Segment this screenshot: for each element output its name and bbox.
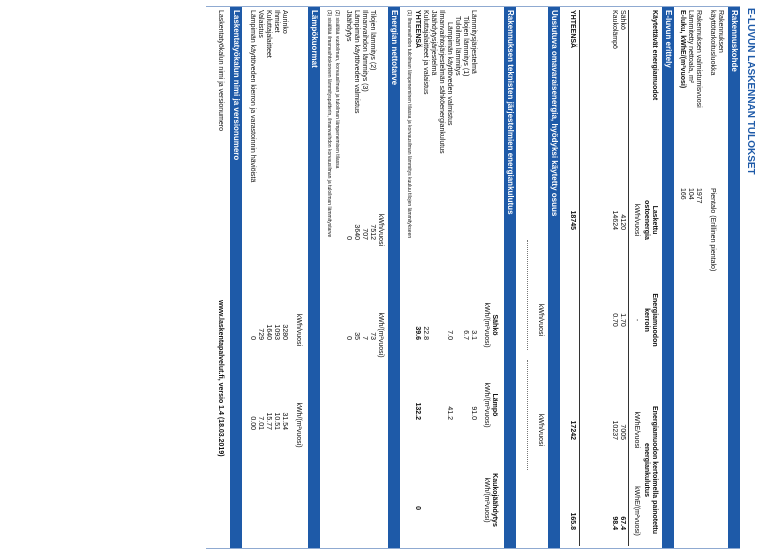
eluku-total-c3b: 165.8 [569, 512, 576, 530]
building-class-label: Rakennuksen käyttötarkoitusluokka [709, 10, 724, 76]
energy-balance-unit1: kWh/vuosi [377, 213, 384, 247]
system-row-label: Jäähdytysjärjestelmä [430, 10, 437, 76]
heat-loads-row-label: Lämpimän käyttöveden kierron ja varastoinnin häviöistä [249, 10, 256, 183]
energy-balance-note3: (3) sisältää ilmanvaihtokoneen lämmityspatterin, ilmanvaihdon korvausilman ja tuloilman lämmitystarve [326, 10, 332, 238]
system-col-kauko: Kaukojäähdytys [491, 473, 498, 527]
eluku-row-kauko-c1: 14624 [611, 210, 618, 230]
section-header-eluku: E-luvun erittely [662, 6, 674, 548]
system-total-kauko: 0 [414, 506, 421, 510]
frame-left-line [206, 6, 740, 7]
system-col-kauko-unit: kWh/(m²vuosi) [483, 477, 490, 523]
system-row-sahko: 22.8 [422, 326, 429, 340]
building-year-value: 1977 [695, 188, 702, 204]
heat-loads-row-label: Valaistus [257, 10, 264, 38]
system-row-sahko: 6.7 [462, 330, 469, 340]
eluku-row-kauko-c3a: 10237 [611, 420, 618, 440]
system-row-lampo: 91.0 [470, 406, 477, 420]
heat-loads-row-v1: 729 [257, 328, 264, 340]
energy-balance-note2: (2) sisältää vuotoilman, korvausilman ja tuloilman lämpenemisen tilassa [334, 10, 340, 169]
heat-loads-row-label: Ihmiset [273, 10, 280, 33]
system-col-sahko-unit: kWh/(m²vuosi) [483, 302, 490, 348]
eluku-col2-header: Energiamuodon kerroin [643, 293, 658, 347]
building-year-label: Rakennuksen valmistumisvuosi [695, 10, 702, 108]
eluku-row-sahko-c1: 4120 [619, 214, 626, 230]
eluku-col3-header: Energiamuodon kertoimella painotettu energiankulutus [643, 406, 658, 534]
energy-balance-row-v2: 0 [345, 336, 352, 340]
renewable-unit2: kWh/vuosi [537, 413, 544, 447]
eluku-total-label: YHTEENSÄ [569, 10, 576, 49]
heat-loads-unit2: kWh/(m²vuosi) [295, 402, 302, 448]
system-row-lampo: 41.2 [446, 406, 453, 420]
building-class-value: Pientalo (Erillinen pientalo) [709, 188, 716, 272]
eluku-total-divider [579, 10, 580, 546]
frame-right-line [206, 548, 740, 549]
system-col-sahko: Sähkö [491, 314, 498, 336]
energy-balance-row-label: Ilmanvaihdon lämmitys (3) [361, 10, 368, 92]
system-row-label: Tilojen lämmitys (1) [462, 16, 469, 77]
eluku-row-sahko-c3b: 67.4 [619, 516, 626, 530]
heat-loads-row-v2: 31.54 [281, 412, 288, 430]
heat-loads-row-label: Kuluttajalaitteet [265, 10, 272, 58]
eluku-col-label: Käytettävät energiamuodot [651, 10, 658, 101]
system-col-lampo: Lämpö [491, 393, 498, 417]
building-eluku-value: 166 [679, 188, 686, 200]
energy-balance-row-label: Tilojen lämmitys (2) [369, 10, 376, 71]
energy-balance-row-v1: 0 [345, 236, 352, 240]
energy-balance-row-v2: 35 [353, 332, 360, 340]
energy-balance-row-label: Jäähdytys [345, 10, 352, 42]
renewable-line-1 [527, 240, 528, 350]
eluku-row-kauko-label: Kaukolämpö [611, 10, 618, 49]
heat-loads-unit1: kWh/vuosi [295, 313, 302, 347]
eluku-header-divider [628, 10, 629, 546]
system-total-sahko: 39.6 [414, 326, 421, 340]
system-row-label: Tuloilman lämmitys [454, 16, 461, 76]
heat-loads-row-v2: 15.77 [265, 412, 272, 430]
software-value: www.laskentapalvelut.fi, versio 1.4 (18.03.2019) [217, 300, 224, 457]
energy-balance-unit2: kWh/(m²vuosi) [377, 312, 384, 358]
system-row-label: Lämpimän käyttöveden valmistus [446, 22, 453, 126]
heat-loads-row-v2: 10.51 [273, 412, 280, 430]
eluku-col1-unit: kWh/vuosi [633, 203, 640, 237]
eluku-col3-unit1: kWhE/vuosi [633, 411, 640, 449]
system-row-label: Kuluttajalaitteet ja valaistus [422, 10, 429, 95]
system-col-lampo-unit: kWh/(m²vuosi) [483, 382, 490, 428]
section-header-renewable: Uusiutuva omavaraisenergia, hyödyksi käytetty osuus [548, 6, 560, 548]
eluku-col2-unit: - [633, 318, 640, 322]
energy-balance-row-v2: 73 [369, 332, 376, 340]
heat-loads-row-v1: 1640 [265, 324, 272, 340]
heat-loads-row-label: Aurinko [281, 10, 288, 34]
system-total-label: YHTEENSÄ [414, 10, 421, 49]
eluku-total-c1: 18745 [569, 210, 576, 230]
heat-loads-row-v2: 7.01 [257, 416, 264, 430]
system-row-sahko: 3.1 [470, 330, 477, 340]
document-title: E-LUVUN LASKENNAN TULOKSET [745, 8, 756, 175]
heat-loads-row-v1: 1093 [273, 324, 280, 340]
section-header-building: Rakennuskohde [728, 6, 740, 548]
energy-balance-row-v1: 707 [361, 228, 368, 240]
system-footnote: (1) Ilmanvaihdon tuloilman lämpeneminen tilassa ja korvausilman lämmitys kuuluu tilojen lämmitykseen [406, 10, 412, 239]
section-header-energy-balance: Energian nettotarve [388, 6, 400, 548]
building-area-label: Lämmitetty nettoala, m² [687, 10, 694, 84]
system-row-label: Lämmitysjärjestelmä [470, 10, 477, 74]
energy-balance-row-v1: 3640 [353, 224, 360, 240]
building-area-value: 104 [687, 188, 694, 200]
energy-balance-row-v1: 7512 [369, 224, 376, 240]
eluku-total-c3a: 17242 [569, 420, 576, 440]
system-row-sahko: 7.0 [446, 330, 453, 340]
section-header-system: Rakennuksen teknisten järjestelmien energiankulutus [504, 6, 516, 548]
energy-balance-row-v2: 7 [361, 336, 368, 340]
eluku-row-kauko-c2: 0.70 [611, 313, 618, 327]
system-row-label: Ilmanvaihtojärjestelmän sähköenergiankulutus [438, 10, 445, 154]
section-header-heat-loads: Lämpökuormat [308, 6, 320, 548]
software-label: Laskentatyökalun nimi ja versionumero [217, 10, 224, 132]
renewable-line-2 [527, 360, 528, 470]
heat-loads-row-v1: 0 [249, 336, 256, 340]
renewable-unit1: kWh/vuosi [537, 303, 544, 337]
building-eluku-label: E-luku, kWhE/(m²vuosi) [679, 10, 686, 89]
section-header-software: Laskentatyökalun nimi ja versionumero [230, 6, 242, 548]
eluku-col1-header: Laskettu ostoenergia [643, 200, 658, 240]
energy-balance-row-label: Lämpimän käyttöveden valmistus [353, 10, 360, 114]
eluku-col3-unit2: kWhE/(m²vuosi) [633, 486, 640, 536]
eluku-row-kauko-c3b: 98.4 [611, 516, 618, 530]
heat-loads-row-v2: 0.00 [249, 416, 256, 430]
eluku-row-sahko-c2: 1.70 [619, 313, 626, 327]
system-total-lampo: 132.2 [414, 402, 421, 420]
eluku-row-sahko-label: Sähkö [619, 10, 626, 30]
heat-loads-row-v1: 3280 [281, 324, 288, 340]
eluku-row-sahko-c3a: 7005 [619, 424, 626, 440]
